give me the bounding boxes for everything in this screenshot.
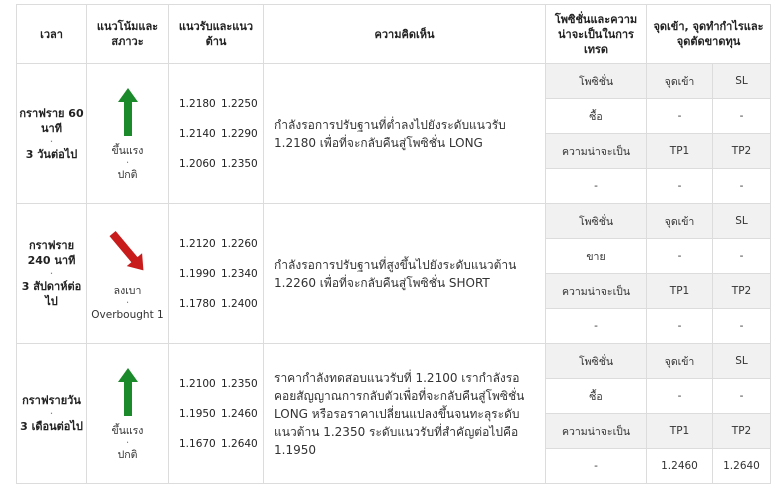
sl-label: SL: [713, 64, 771, 99]
tp1-value: -: [647, 309, 713, 344]
duration-label: 3 เดือนต่อไป: [20, 420, 83, 433]
resistance-level: 1.2340: [221, 267, 258, 280]
trend-strength: ขึ้นแรง: [111, 424, 144, 437]
tp2-label: TP2: [713, 274, 771, 309]
arrow-up-icon: [108, 366, 148, 418]
entry-label: จุดเข้า: [647, 64, 713, 99]
header-position: โพซิชั่นและความน่าจะเป็นในการเทรด: [546, 5, 647, 64]
trend-state: ปกติ: [117, 448, 138, 461]
levels-cell: [169, 344, 264, 484]
separator: ·: [49, 267, 54, 280]
header-comment: ความคิดเห็น: [264, 5, 546, 64]
level-row: [175, 149, 263, 179]
timeframe-label: กราฟราย 60 นาที: [19, 106, 84, 135]
level-row: [175, 289, 263, 319]
entry-label: จุดเข้า: [647, 204, 713, 239]
sl-value: -: [713, 239, 771, 274]
support-level: 1.1950: [179, 407, 216, 420]
comment-cell: กำลังรอการปรับฐานที่สูงขึ้นไปยังระดับแนวต้าน 1.2260 เพื่อที่จะกลับคืนสู่โพซิชั่น SHORT: [264, 204, 546, 344]
entry-value: -: [647, 99, 713, 134]
support-level: 1.2140: [179, 127, 216, 140]
entry-label: จุดเข้า: [647, 344, 713, 379]
support-level: 1.2120: [179, 237, 216, 250]
resistance-level: 1.2460: [221, 407, 258, 420]
duration-label: 3 วันต่อไป: [25, 147, 78, 161]
support-level: 1.2180: [179, 97, 216, 110]
table-header-row: [17, 5, 771, 64]
sl-label: SL: [713, 344, 771, 379]
tp1-label: TP1: [647, 134, 713, 169]
table-row: [17, 344, 771, 379]
level-row: [175, 429, 263, 459]
tp1-label: TP1: [647, 274, 713, 309]
resistance-level: 1.2400: [221, 297, 258, 310]
trend-strength: ขึ้นแรง: [111, 144, 144, 157]
probability-value: -: [546, 169, 647, 204]
trend-strength: ลงเบา: [113, 284, 142, 297]
trend-cell: [87, 64, 169, 204]
time-cell: [17, 64, 87, 204]
comment-cell: ราคากำลังทดสอบแนวรับที่ 1.2100 เรากำลังรอคอยสัญญาณการกลับตัวเพื่อที่จะกลับคืนสู่โพซิชั่น LONG หรือรอราคาเปลี่ยนแปลงขึ้นจนทะลุระดับแนวต้าน 1.2350 ระดับแนวรับที่สำคัญต่อไปคือ 1.1950: [264, 344, 546, 484]
support-level: 1.2060: [179, 157, 216, 170]
trend-state: Overbought 1: [91, 308, 164, 321]
time-cell: [17, 344, 87, 484]
tp2-value: -: [713, 169, 771, 204]
sl-label: SL: [713, 204, 771, 239]
forecast-table: [16, 4, 771, 484]
arrow-down-icon: [108, 226, 148, 278]
probability-value: -: [546, 449, 647, 484]
separator: ·: [125, 156, 130, 169]
probability-label: ความน่าจะเป็น: [546, 274, 647, 309]
tp2-label: TP2: [713, 414, 771, 449]
support-level: 1.2100: [179, 377, 216, 390]
position-label: โพซิชั่น: [546, 344, 647, 379]
position-label: โพซิชั่น: [546, 64, 647, 99]
tp2-label: TP2: [713, 134, 771, 169]
header-trend: แนวโน้มและสภาวะ: [87, 5, 169, 64]
resistance-level: 1.2290: [221, 127, 258, 140]
tp1-value: 1.2460: [647, 449, 713, 484]
header-entry: จุดเข้า, จุดทำกำไรและจุดตัดขาดทุน: [647, 5, 771, 64]
levels-cell: [169, 204, 264, 344]
tp1-label: TP1: [647, 414, 713, 449]
level-row: [175, 399, 263, 429]
header-levels: แนวรับและแนวต้าน: [169, 5, 264, 64]
sl-value: -: [713, 379, 771, 414]
entry-value: -: [647, 239, 713, 274]
table-row: [17, 204, 771, 239]
comment-cell: กำลังรอการปรับฐานที่ต่ำลงไปยังระดับแนวรับ 1.2180 เพื่อที่จะกลับคืนสู่โพซิชั่น LONG: [264, 64, 546, 204]
level-row: [175, 119, 263, 149]
header-time: เวลา: [17, 5, 87, 64]
resistance-level: 1.2350: [221, 377, 258, 390]
resistance-level: 1.2350: [221, 157, 258, 170]
position-label: โพซิชั่น: [546, 204, 647, 239]
separator: ·: [125, 296, 130, 309]
support-level: 1.1670: [179, 437, 216, 450]
trend-cell: [87, 344, 169, 484]
probability-label: ความน่าจะเป็น: [546, 414, 647, 449]
tp2-value: 1.2640: [713, 449, 771, 484]
probability-label: ความน่าจะเป็น: [546, 134, 647, 169]
level-row: [175, 229, 263, 259]
level-row: [175, 259, 263, 289]
position-value: ขาย: [546, 239, 647, 274]
timeframe-label: กราฟราย 240 นาที: [27, 239, 76, 267]
time-cell: [17, 204, 87, 344]
timeframe-label: กราฟรายวัน: [22, 394, 81, 407]
trend-cell: [87, 204, 169, 344]
probability-value: -: [546, 309, 647, 344]
trend-state: ปกติ: [117, 168, 138, 181]
resistance-level: 1.2250: [221, 97, 258, 110]
position-value: ซื้อ: [546, 379, 647, 414]
entry-value: -: [647, 379, 713, 414]
sl-value: -: [713, 99, 771, 134]
table-row: [17, 64, 771, 99]
separator: ·: [49, 134, 54, 148]
separator: ·: [125, 436, 130, 449]
levels-cell: [169, 64, 264, 204]
separator: ·: [49, 407, 54, 420]
resistance-level: 1.2640: [221, 437, 258, 450]
support-level: 1.1990: [179, 267, 216, 280]
level-row: [175, 369, 263, 399]
level-row: [175, 89, 263, 119]
support-level: 1.1780: [179, 297, 216, 310]
resistance-level: 1.2260: [221, 237, 258, 250]
tp1-value: -: [647, 169, 713, 204]
tp2-value: -: [713, 309, 771, 344]
duration-label: 3 สัปดาห์ต่อไป: [21, 280, 82, 308]
arrow-up-icon: [108, 86, 148, 138]
position-value: ซื้อ: [546, 99, 647, 134]
